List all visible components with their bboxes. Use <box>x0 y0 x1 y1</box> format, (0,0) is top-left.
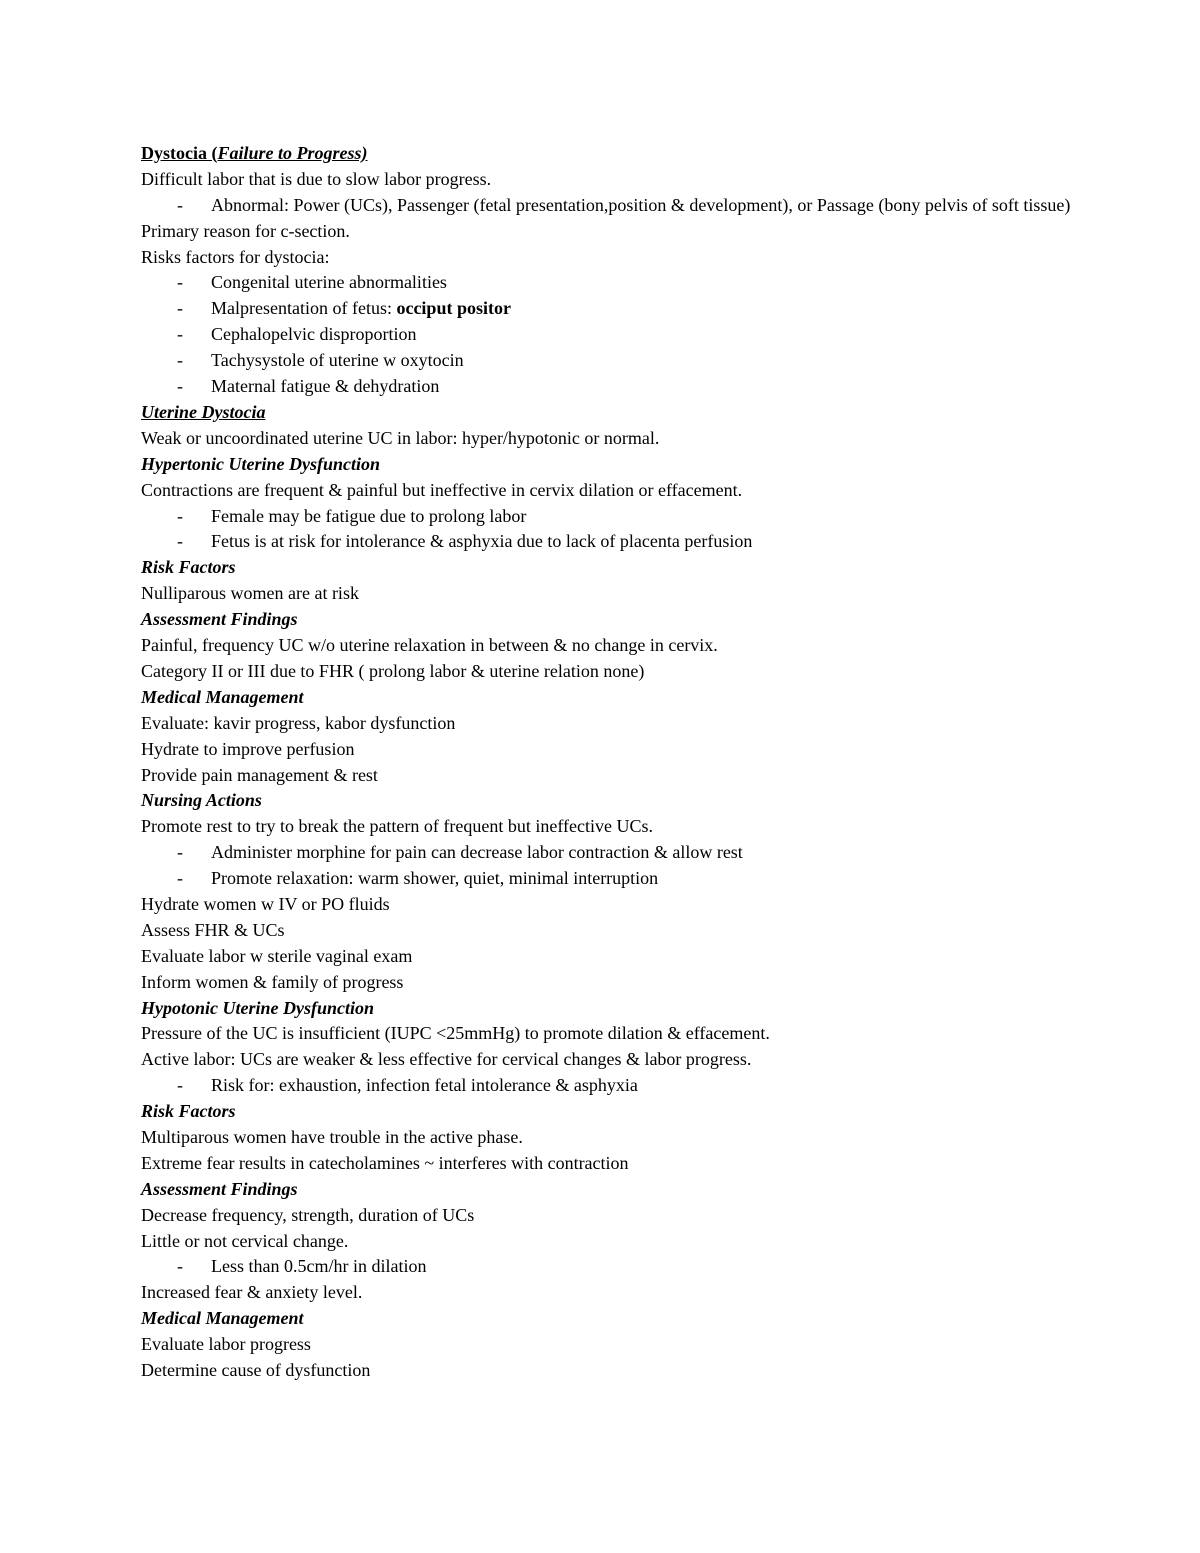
bullet-text: Tachysystole of uterine w oxytocin <box>211 350 464 371</box>
bullet-dash: - <box>177 298 183 319</box>
hypertonic-risk-text: Nulliparous women are at risk <box>141 583 359 604</box>
dystocia-bullet <box>141 193 1071 219</box>
risk-item <box>141 322 1071 348</box>
hypertonic-heading: Hypertonic Uterine Dysfunction <box>141 453 380 474</box>
hypotonic-assess-bullet <box>141 1254 1071 1280</box>
bullet-text: Administer morphine for pain can decrease labor contraction & allow rest <box>211 842 743 863</box>
nursing-line: Assess FHR & UCs <box>141 919 285 940</box>
hypertonic-bullet <box>141 504 1071 530</box>
hypotonic-assess-line: Little or not cervical change. <box>141 1230 349 1251</box>
bullet-text: Congenital uterine abnormalities <box>211 272 447 293</box>
hypertonic-assess-line: Painful, frequency UC w/o uterine relaxation in between & no change in cervix. <box>141 635 718 656</box>
hypotonic-risk-line: Multiparous women have trouble in the active phase. <box>141 1127 523 1148</box>
bullet-text: Female may be fatigue due to prolong labor <box>211 505 527 526</box>
dystocia-definition: Difficult labor that is due to slow labor progress. <box>141 168 492 189</box>
hypotonic-line: Pressure of the UC is insufficient (IUPC <25mmHg) to promote dilation & effacement. <box>141 1023 770 1044</box>
hypertonic-assess-line: Category II or III due to FHR ( prolong labor & uterine relation none) <box>141 660 645 681</box>
uterine-dystocia-heading: Uterine Dystocia <box>141 402 266 422</box>
bullet-dash: - <box>177 1075 183 1096</box>
uterine-dystocia-text: Weak or uncoordinated uterine UC in labor: hyper/hypotonic or normal. <box>141 427 660 448</box>
nursing-line: Inform women & family of progress <box>141 971 404 992</box>
bullet-dash: - <box>177 842 183 863</box>
title-main: Dystocia ( <box>141 143 218 163</box>
hypotonic-med-line: Evaluate labor progress <box>141 1334 311 1355</box>
bullet-dash: - <box>177 350 183 371</box>
bullet-dash: - <box>177 194 183 215</box>
hypertonic-risk-heading: Risk Factors <box>141 557 236 578</box>
bullet-dash: - <box>177 272 183 293</box>
hypertonic-assess-heading: Assessment Findings <box>141 609 298 630</box>
nursing-line: Hydrate women w IV or PO fluids <box>141 893 390 914</box>
bullet-dash: - <box>177 868 183 889</box>
risk-intro: Risks factors for dystocia: <box>141 246 330 267</box>
bullet-text: Fetus is at risk for intolerance & asphyxia due to lack of placenta perfusion <box>211 531 753 552</box>
hypotonic-assess-after: Increased fear & anxiety level. <box>141 1282 363 1303</box>
hypotonic-assess-heading: Assessment Findings <box>141 1178 298 1199</box>
hypotonic-line: Active labor: UCs are weaker & less effective for cervical changes & labor progress. <box>141 1049 752 1070</box>
bullet-text: Maternal fatigue & dehydration <box>211 376 440 397</box>
hypotonic-risk-line: Extreme fear results in catecholamines ~ interferes with contraction <box>141 1152 629 1173</box>
bullet-text: Less than 0.5cm/hr in dilation <box>211 1256 427 1277</box>
hypotonic-heading: Hypotonic Uterine Dysfunction <box>141 997 374 1018</box>
nursing-intro: Promote rest to try to break the pattern of frequent but ineffective UCs. <box>141 816 654 837</box>
primary-reason: Primary reason for c-section. <box>141 220 350 241</box>
bullet-dash: - <box>177 505 183 526</box>
hypotonic-med-heading: Medical Management <box>141 1308 304 1329</box>
bullet-text: Promote relaxation: warm shower, quiet, minimal interruption <box>211 868 659 889</box>
risk-item <box>141 270 1071 296</box>
bullet-dash: - <box>177 1256 183 1277</box>
hypertonic-bullet <box>141 529 1071 555</box>
bullet-dash: - <box>177 531 183 552</box>
bullet-dash: - <box>177 324 183 345</box>
title-italic: Failure to Progress) <box>217 143 368 163</box>
risk-item <box>141 296 1071 322</box>
nursing-actions-heading: Nursing Actions <box>141 790 262 811</box>
bullet-bold-text: occiput positor <box>396 298 511 319</box>
hypotonic-med-line: Determine cause of dysfunction <box>141 1360 371 1381</box>
bullet-dash: - <box>177 376 183 397</box>
bullet-text: Abnormal: Power (UCs), Passenger (fetal presentation,position & development), or Passage (bony pelvis of soft tissue) <box>211 194 1071 215</box>
nursing-bullet <box>141 840 1071 866</box>
risk-item <box>141 348 1071 374</box>
hypertonic-med-heading: Medical Management <box>141 686 304 707</box>
nursing-line: Evaluate labor w sterile vaginal exam <box>141 945 413 966</box>
bullet-text: Risk for: exhaustion, infection fetal intolerance & asphyxia <box>211 1075 638 1096</box>
nursing-bullet <box>141 866 1071 892</box>
hypotonic-risk-heading: Risk Factors <box>141 1101 236 1122</box>
hypertonic-med-line: Provide pain management & rest <box>141 764 378 785</box>
page-title <box>141 141 1071 167</box>
bullet-text: Malpresentation of fetus: <box>211 298 397 319</box>
hypertonic-med-line: Evaluate: kavir progress, kabor dysfunction <box>141 712 456 733</box>
bullet-text: Cephalopelvic disproportion <box>211 324 417 345</box>
hypotonic-bullet <box>141 1073 1071 1099</box>
hypotonic-assess-line: Decrease frequency, strength, duration of UCs <box>141 1204 475 1225</box>
risk-item <box>141 374 1071 400</box>
hypertonic-text: Contractions are frequent & painful but ineffective in cervix dilation or effacement. <box>141 479 743 500</box>
document-body <box>141 141 1071 1384</box>
hypertonic-med-line: Hydrate to improve perfusion <box>141 738 355 759</box>
